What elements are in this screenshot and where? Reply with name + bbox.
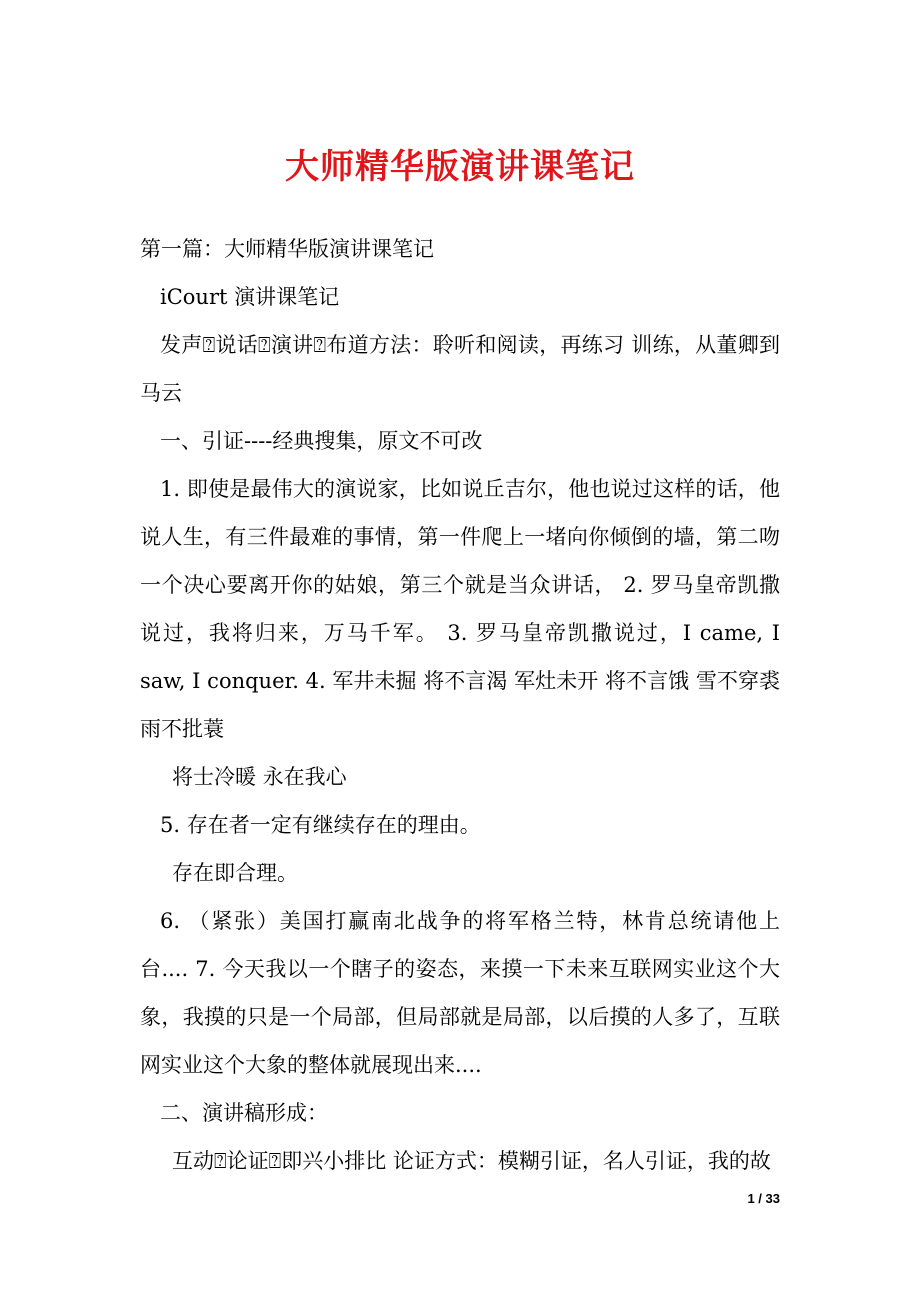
paragraph-item-five-note: 存在即合理。 [172, 861, 298, 885]
paragraph-item-five: 5. 存在者一定有继续存在的理由。 [160, 813, 481, 837]
paragraph-chapter-heading: 第一篇：大师精华版演讲课笔记 [140, 237, 434, 261]
document-body [140, 225, 780, 1185]
paragraph-method: 发声⍰说话⍰演讲⍰布道方法：聆听和阅读，再练习 训练，从董卿到马云 [140, 333, 780, 405]
paragraph-subtitle: iCourt 演讲课笔记 [160, 285, 340, 309]
paragraph-section-one-heading: 一、引证----经典搜集，原文不可改 [160, 429, 483, 453]
paragraph-quote-continuation: 将士冷暖 永在我心 [172, 765, 347, 789]
paragraph-items-six-seven: 6. （紧张）美国打赢南北战争的将军格兰特，林肯总统请他上台.... 7. 今天我以一个瞎子的姿态，来摸一下未来互联网实业这个大象，我摸的只是一个局部，但局部就是局部，以后摸的人多了，互联网实业这个大象的整体就展现出来.... [140, 909, 780, 1077]
page-title: 大师精华版演讲课笔记 [285, 147, 635, 187]
paragraph-argument-methods: 互动⍰论证⍰即兴小排比 论证方式：模糊引证，名人引证，我的故 [172, 1149, 771, 1173]
paragraph-section-two-heading: 二、演讲稿形成： [160, 1101, 328, 1125]
paragraph-quotes: 1. 即使是最伟大的演说家，比如说丘吉尔，他也说过这样的话，他说人生，有三件最难的事情，第一件爬上一堵向你倾倒的墙，第二吻一个决心要离开你的姑娘，第三个就是当众讲话， 2. 罗马皇帝凯撒说过，我将归来，万马千军。 3. 罗马皇帝凯撒说过，I came, I saw, I conquer. 4. 军井未掘 将不言渴 军灶未开 将不言饿 雪不穿裘 雨不批蓑 [140, 477, 780, 741]
page-number: 1 / 33 [747, 1191, 780, 1206]
